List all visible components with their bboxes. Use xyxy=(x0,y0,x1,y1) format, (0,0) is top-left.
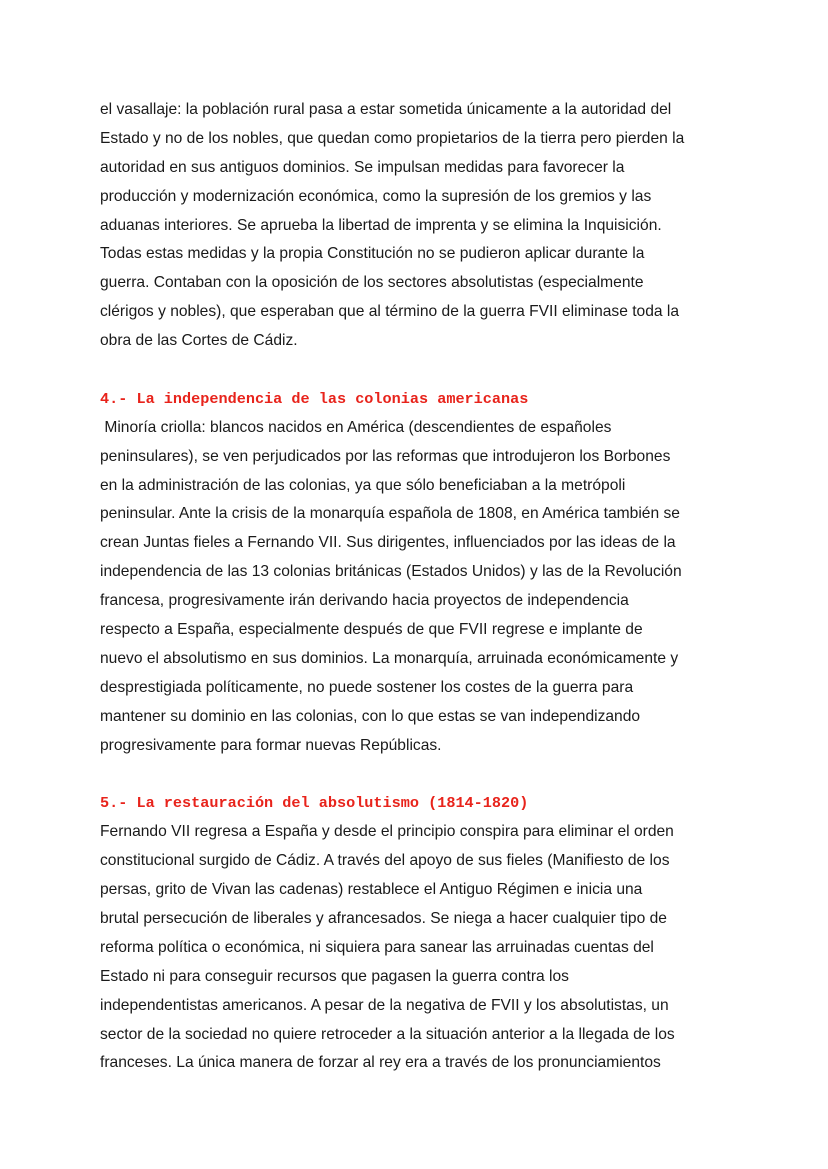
text-line: aduanas interiores. Se aprueba la libertad de imprenta y se elimina la Inquisición. xyxy=(100,216,662,234)
text-line: independentistas americanos. A pesar de la negativa de FVII y los absolutistas, un xyxy=(100,996,669,1014)
text-line: francesa, progresivamente irán derivando hacia proyectos de independencia xyxy=(100,592,629,610)
text-line: brutal persecución de liberales y afrancesados. Se niega a hacer cualquier tipo de xyxy=(100,909,667,927)
text-line: obra de las Cortes de Cádiz. xyxy=(100,332,298,350)
text-line: peninsular. Ante la crisis de la monarquía española de 1808, en América también se xyxy=(100,505,680,523)
paragraph-spacer xyxy=(100,356,740,385)
text-line: constitucional surgido de Cádiz. A través del apoyo de sus fieles (Manifiesto de los xyxy=(100,852,670,870)
text-line: mantener su dominio en las colonias, con lo que estas se van independizando xyxy=(100,707,641,725)
text-line: respecto a España, especialmente después de que FVII regrese e implante de xyxy=(100,621,643,639)
text-line: sector de la sociedad no quiere retroceder a la situación anterior a la llegada de los xyxy=(100,1025,675,1043)
text-line: nuevo el absolutismo en sus dominios. La monarquía, arruinada económicamente y xyxy=(100,649,679,667)
text-line: crean Juntas fieles a Fernando VII. Sus dirigentes, influenciados por las ideas de la xyxy=(100,534,676,552)
text-line: Estado y no de los nobles, que quedan como propietarios de la tierra pero pierden la xyxy=(100,129,685,147)
text-line: autoridad en sus antiguos dominios. Se impulsan medidas para favorecer la xyxy=(100,158,625,176)
text-line: producción y modernización económica, como la supresión de los gremios y las xyxy=(100,187,652,205)
text-line: Todas estas medidas y la propia Constitución no se pudieron aplicar durante la xyxy=(100,245,645,263)
text-line: desprestigiada políticamente, no puede sostener los costes de la guerra para xyxy=(100,678,634,696)
document-body xyxy=(100,96,740,1078)
text-line: guerra. Contaban con la oposición de los sectores absolutistas (especialmente xyxy=(100,274,644,292)
text-line: reforma política o económica, ni siquiera para sanear las arruinadas cuentas del xyxy=(100,938,654,956)
paragraph-spacer xyxy=(100,760,740,789)
section-heading: 5.- La restauración del absolutismo (1814-1820) xyxy=(100,794,529,813)
text-line: persas, grito de Vivan las cadenas) restablece el Antiguo Régimen e inicia una xyxy=(100,881,643,899)
text-line: el vasallaje: la población rural pasa a estar sometida únicamente a la autoridad del xyxy=(100,101,672,118)
section-4 xyxy=(100,385,740,761)
section-heading: 4.- La independencia de las colonias americanas xyxy=(100,389,529,408)
text-line: Minoría criolla: blancos nacidos en América (descendientes de españoles xyxy=(100,418,612,436)
intro-paragraph xyxy=(100,96,740,356)
text-line: peninsulares), se ven perjudicados por las reformas que introdujeron los Borbones xyxy=(100,447,671,465)
text-line: en la administración de las colonias, ya que sólo beneficiaban a la metrópoli xyxy=(100,476,626,494)
text-line: independencia de las 13 colonias británicas (Estados Unidos) y las de la Revolución xyxy=(100,563,682,581)
text-line: progresivamente para formar nuevas Repúblicas. xyxy=(100,736,442,754)
section-5 xyxy=(100,789,740,1078)
text-line: Estado ni para conseguir recursos que pagasen la guerra contra los xyxy=(100,967,569,985)
text-line: Fernando VII regresa a España y desde el principio conspira para eliminar el orden xyxy=(100,823,674,841)
text-line: clérigos y nobles), que esperaban que al término de la guerra FVII eliminase toda la xyxy=(100,303,680,321)
text-line: franceses. La única manera de forzar al rey era a través de los pronunciamientos xyxy=(100,1054,661,1072)
